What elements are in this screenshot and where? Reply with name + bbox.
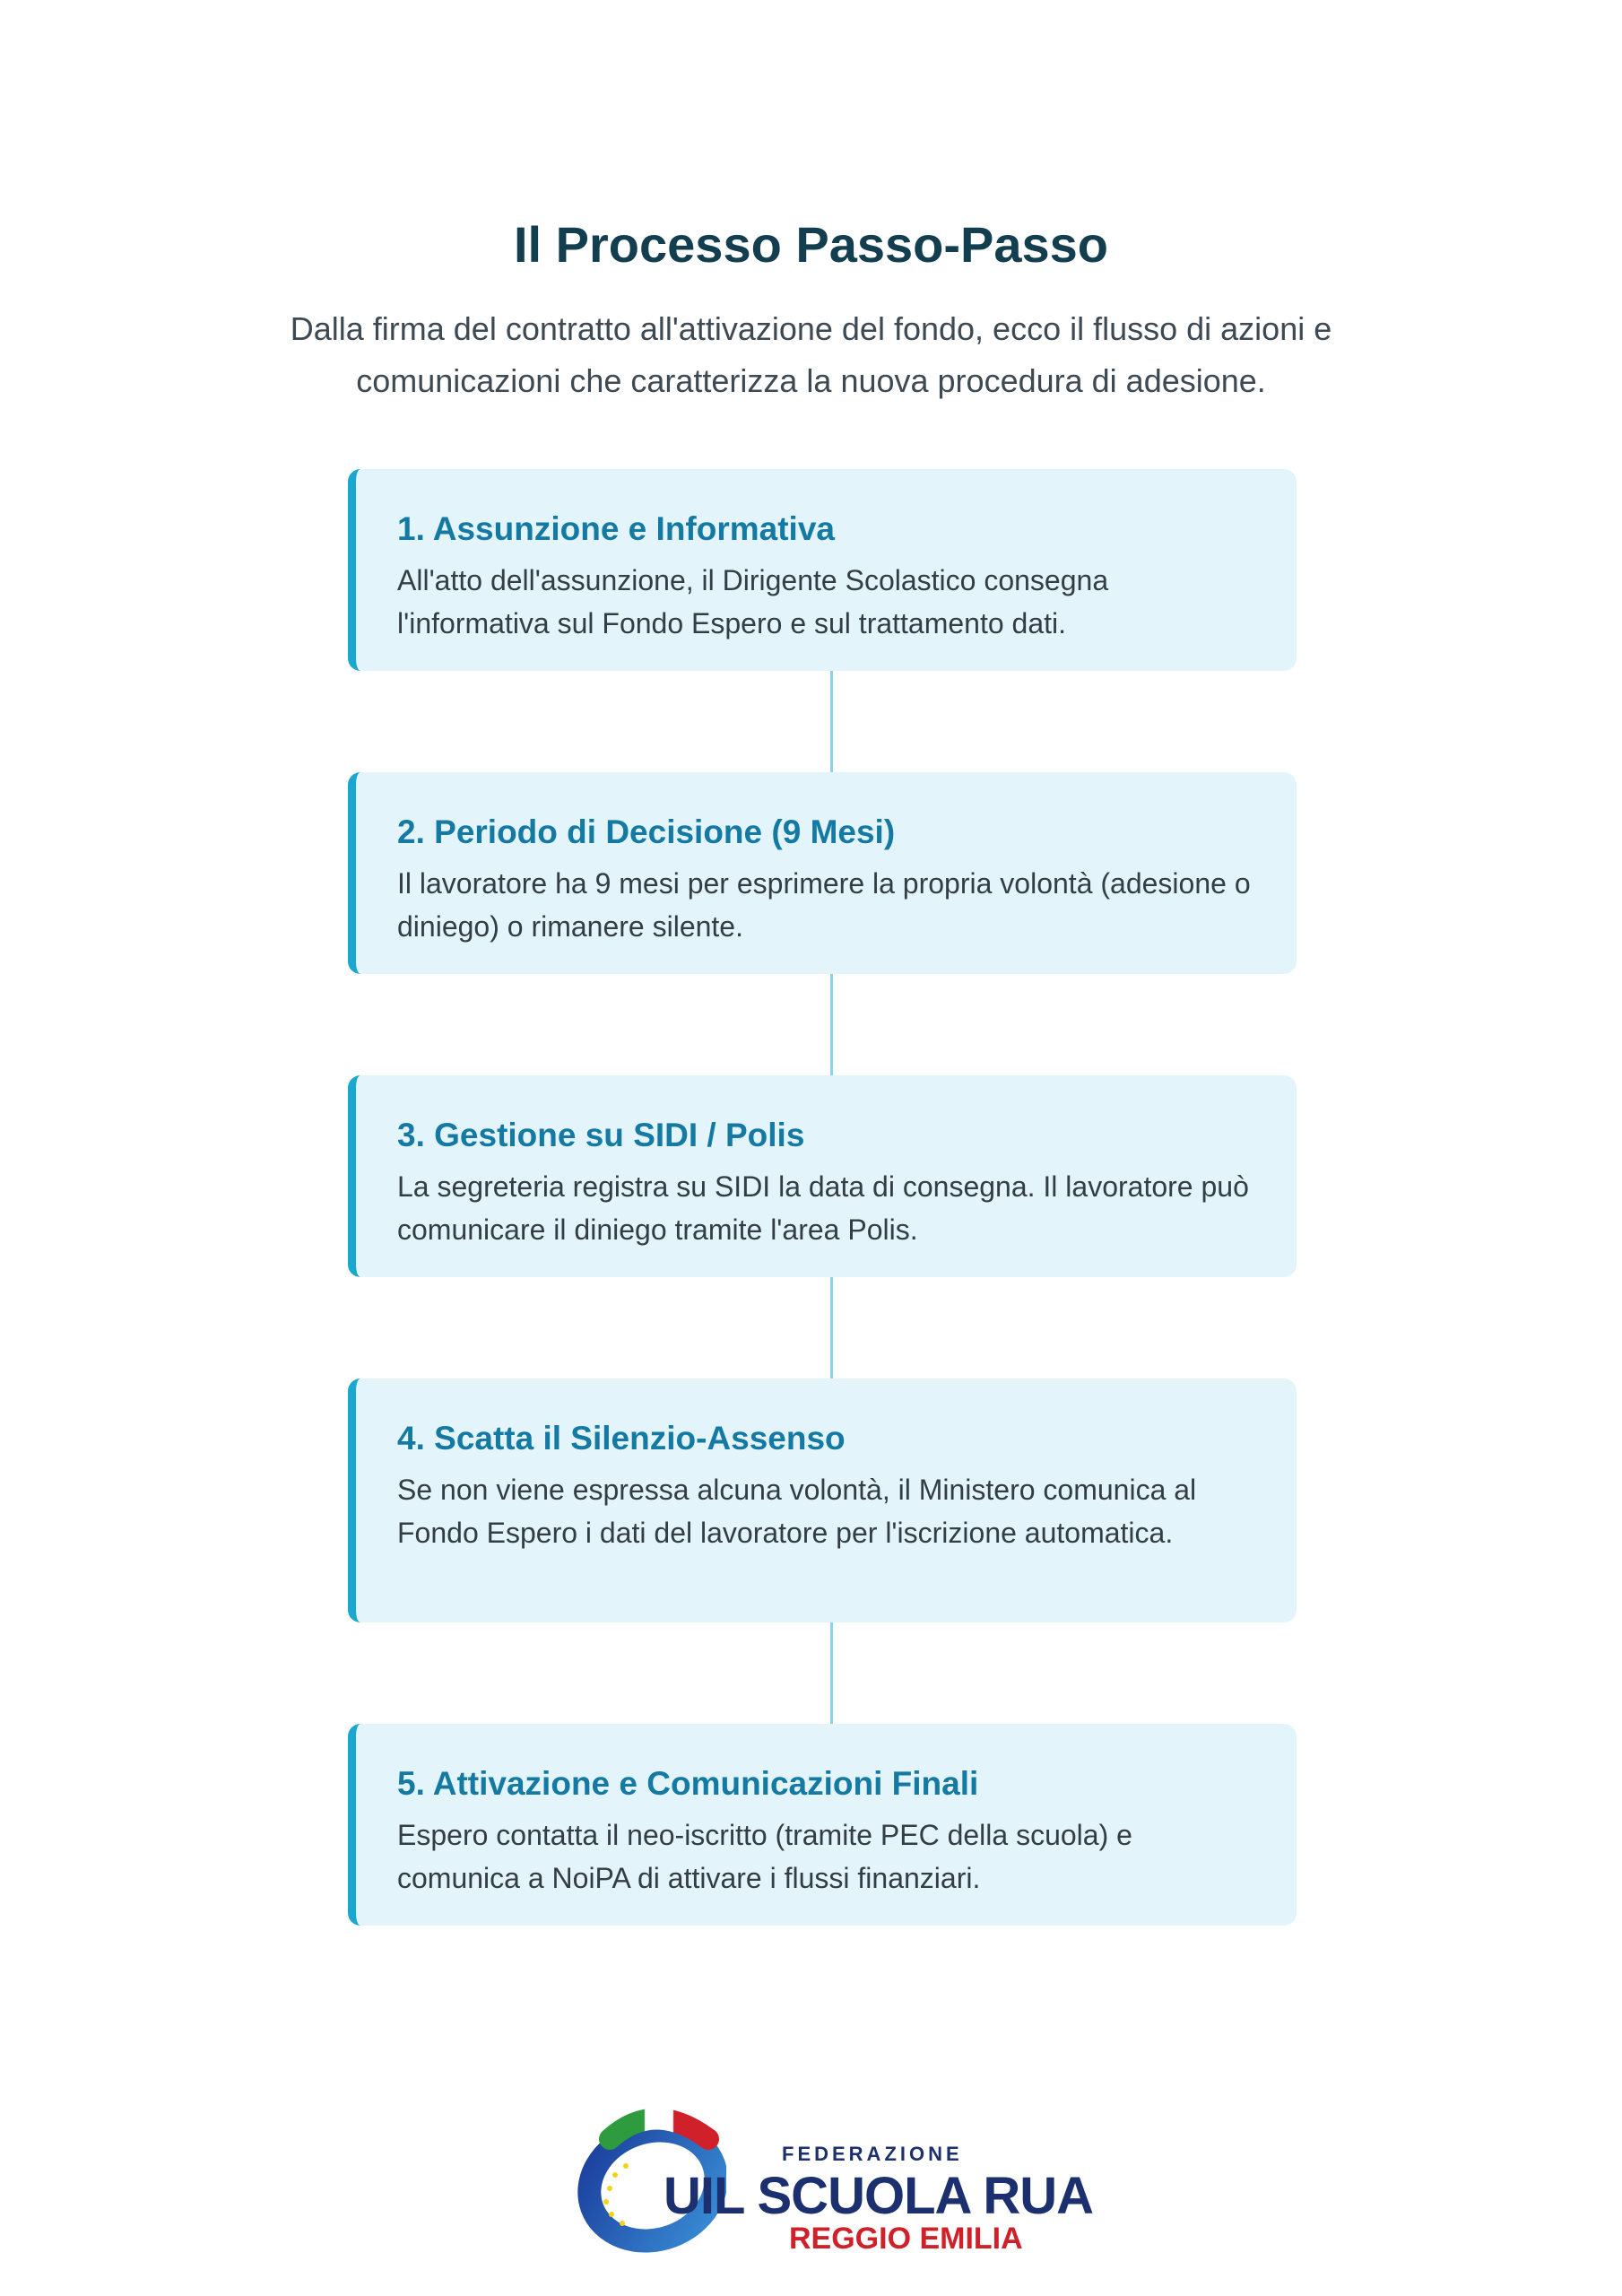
step-card-5 [348,1724,1297,1926]
uil-scuola-logo [574,2103,1093,2256]
logo-name: UIL SCUOLA RUA [664,2167,1093,2225]
step-description: Se non viene espressa alcuna volontà, il Ministero comunica al Fondo Espero i dati del lavoratore per l'iscrizione automatica. [397,1474,1197,1549]
step-connector [830,974,833,1075]
step-description: Il lavoratore ha 9 mesi per esprimere la propria volontà (adesione o diniego) o rimanere silente. [397,867,1251,943]
step-title: 1. Assunzione e Informativa [397,510,835,547]
page-title: Il Processo Passo-Passo [513,216,1108,273]
page-subtitle: Dalla firma del contratto all'attivazione del fondo, ecco il flusso di azioni e comunicazioni che caratterizza la nuova procedura di adesione. [290,310,1332,399]
step-title: 4. Scatta il Silenzio-Assenso [397,1420,846,1457]
step-description: Espero contatta il neo-iscritto (tramite PEC della scuola) e comunica a NoiPA di attivare i flussi finanziari. [397,1819,1132,1894]
step-connector [830,1277,833,1378]
logo-city: REGGIO EMILIA [789,2222,1023,2256]
step-title: 3. Gestione su SIDI / Polis [397,1117,805,1153]
step-card-4 [348,1378,1297,1622]
step-card-1 [348,469,1297,671]
step-connector [830,671,833,772]
step-description: All'atto dell'assunzione, il Dirigente Scolastico consegna l'informativa sul Fondo Espero e sul trattamento dati. [397,564,1109,639]
step-card-3 [348,1075,1297,1277]
logo-federazione: FEDERAZIONE [782,2143,963,2165]
step-title: 5. Attivazione e Comunicazioni Finali [397,1765,979,1802]
step-card-2 [348,772,1297,974]
step-connector [830,1622,833,1724]
step-description: La segreteria registra su SIDI la data di consegna. Il lavoratore può comunicare il diniego tramite l'area Polis. [397,1170,1249,1246]
step-title: 2. Periodo di Decisione (9 Mesi) [397,813,896,850]
